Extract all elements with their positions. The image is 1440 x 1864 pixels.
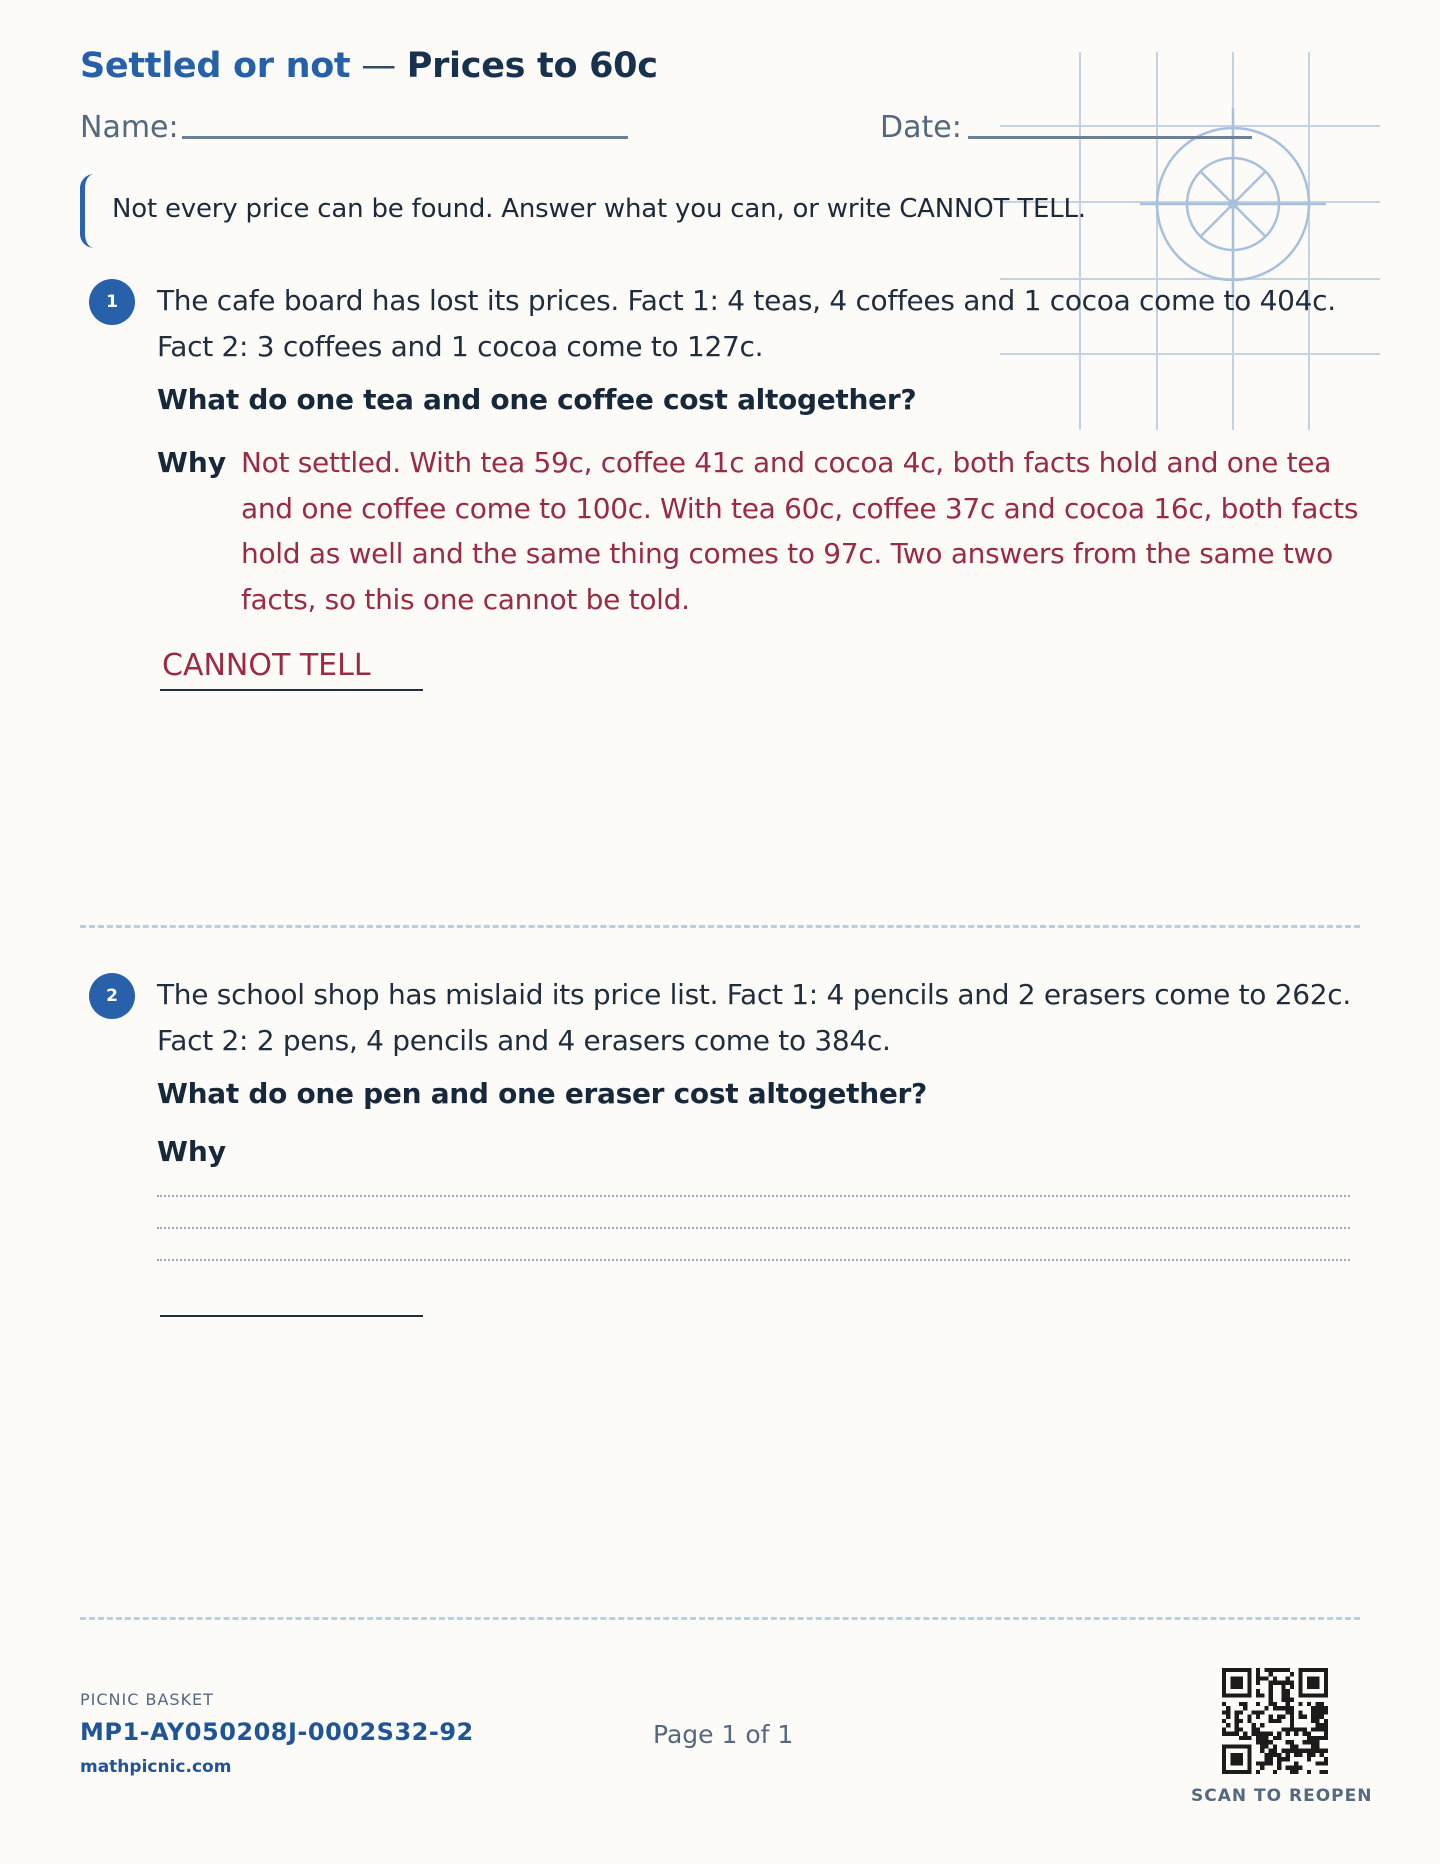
qr-code-icon[interactable] <box>1222 1668 1328 1774</box>
question-1-answer-line[interactable] <box>160 689 423 691</box>
title-separator: — <box>350 46 407 86</box>
reason-line: and one coffee come to 100c. With tea 60c, coffee 37c and cocoa 16c, both facts <box>241 491 1359 525</box>
reason-line: Not settled. With tea 59c, coffee 41c and cocoa 4c, both facts hold and one tea <box>241 446 1332 479</box>
writing-line[interactable] <box>157 1259 1350 1261</box>
question-1-ask: What do one tea and one coffee cost altogether? <box>157 383 917 416</box>
section-divider <box>80 925 1360 928</box>
date-field[interactable] <box>968 136 1252 139</box>
title-sub: Prices to 60c <box>406 46 658 86</box>
question-text-line: Fact 2: 2 pens, 4 pencils and 4 erasers come to 384c. <box>157 1024 891 1057</box>
why-label: Why <box>157 1135 227 1168</box>
reason-line: facts, so this one cannot be told. <box>241 582 690 616</box>
writing-line[interactable] <box>157 1227 1350 1229</box>
name-label: Name: <box>80 110 179 145</box>
worksheet-code: MP1-AY050208J-0002S32-92 <box>80 1718 474 1746</box>
question-text-line: The cafe board has lost its prices. Fact 1: 4 teas, 4 coffees and 1 cocoa come to 404c. <box>157 284 1336 317</box>
scan-label: SCAN TO REOPEN <box>1191 1786 1373 1806</box>
question-2-text <box>157 972 1367 1064</box>
reason-line: hold as well and the same thing comes to 97c. Two answers from the same two <box>241 537 1334 570</box>
why-label: Why <box>157 446 227 479</box>
question-1-reason <box>241 440 1371 622</box>
question-2-ask: What do one pen and one eraser cost altogether? <box>157 1077 927 1110</box>
name-field[interactable] <box>182 136 628 139</box>
question-1-text <box>157 278 1367 370</box>
callout-bar <box>80 174 94 248</box>
question-number-badge: 2 <box>89 973 135 1019</box>
page-title <box>80 46 658 86</box>
question-text-line: The school shop has mislaid its price list. Fact 1: 4 pencils and 2 erasers come to 262c. <box>157 978 1351 1011</box>
brand-name: PICNIC BASKET <box>80 1690 214 1709</box>
date-label: Date: <box>880 110 962 145</box>
site-link[interactable]: mathpicnic.com <box>80 1757 232 1777</box>
title-main: Settled or not <box>80 46 351 86</box>
question-text-line: Fact 2: 3 coffees and 1 cocoa come to 127c. <box>157 330 764 363</box>
question-2-answer-line[interactable] <box>160 1315 423 1317</box>
writing-line[interactable] <box>157 1195 1350 1197</box>
footer-divider <box>80 1617 1360 1620</box>
instructions-text: Not every price can be found. Answer what you can, or write CANNOT TELL. <box>112 194 1086 224</box>
question-1-answer: CANNOT TELL <box>162 648 371 683</box>
question-number-badge: 1 <box>89 279 135 325</box>
instructions-callout <box>80 174 1140 248</box>
page-number: Page 1 of 1 <box>653 1720 794 1749</box>
